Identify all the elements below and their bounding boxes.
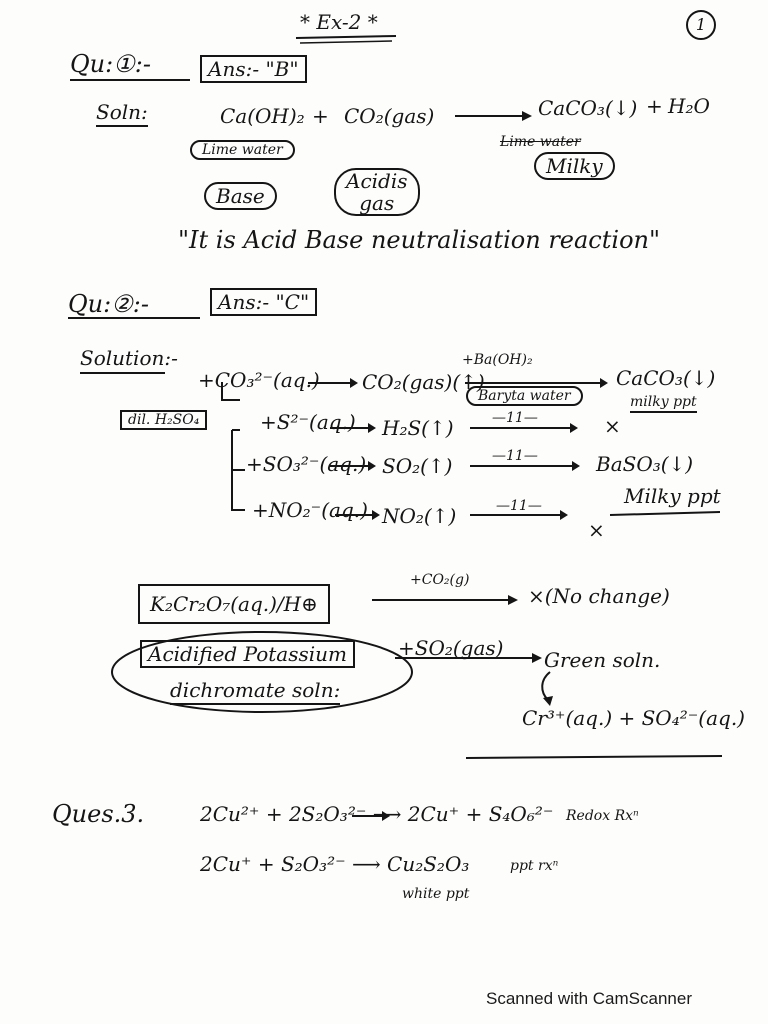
q1-product1: CaCO₃(↓) <box>538 96 638 120</box>
row2-ion: +S²⁻(aq.) <box>260 410 356 434</box>
page-title: * Ex-2 * <box>300 10 378 34</box>
q2-reagent: dil. H₂SO₄ <box>120 410 207 430</box>
q1-answer: Ans:- "B" <box>200 55 307 83</box>
q1-reactant2: CO₂(gas) <box>344 104 435 128</box>
row4-test-reagent: —11— <box>496 498 542 514</box>
page-number: 1 <box>686 10 716 40</box>
q1-milky-note: Milky <box>534 152 615 180</box>
row4-ion: +NO₂⁻(aq.) <box>252 498 368 522</box>
q3-eq2: 2Cu⁺ + S₂O₃²⁻ ⟶ Cu₂S₂O₃ <box>200 852 470 876</box>
q2-so2-result: Green soln. <box>544 648 661 672</box>
q1-lime-water-note: Lime water <box>190 140 295 160</box>
scanner-watermark: Scanned with CamScanner <box>485 989 692 1008</box>
q1-acidic-gas-label <box>334 168 420 216</box>
q1-acidic-gas-line2: gas <box>359 191 395 215</box>
row2-test-reagent: —11— <box>492 410 538 426</box>
q3-eq1: 2Cu²⁺ + 2S₂O₃²⁻ ⟶ 2Cu⁺ + S₄O₆²⁻ <box>200 802 554 826</box>
row1-test-reagent: +Ba(OH)₂ <box>462 352 533 368</box>
row3-result: BaSO₃(↓) <box>596 452 694 476</box>
row3-result-note: Milky ppt <box>624 484 721 508</box>
row2-result: × <box>604 414 621 438</box>
q3-eq2-note: ppt rxⁿ <box>510 858 559 874</box>
q1-plus2: + <box>646 94 663 118</box>
row1-ion: +CO₃²⁻(aq.) <box>198 368 320 392</box>
q2-label: Qu:②:- <box>68 290 149 318</box>
row4-result: × <box>588 518 605 542</box>
q2-dichromate-note-2: dichromate soln: <box>170 678 340 705</box>
q2-so2-products: Cr³⁺(aq.) + SO₄²⁻(aq.) <box>522 706 745 730</box>
q2-answer: Ans:- "C" <box>210 288 317 316</box>
q3-eq2-sub: white ppt <box>402 886 470 902</box>
q3-label: Ques.3. <box>52 800 145 828</box>
row3-ion: +SO₃²⁻(aq.) <box>246 452 367 476</box>
row1-test-reagent-note: Baryta water <box>466 386 583 406</box>
q1-struck-note: Lime water <box>500 134 581 150</box>
row3-gas: SO₂(↑) <box>382 454 453 478</box>
q1-base-label: Base <box>204 182 277 210</box>
q1-product2: H₂O <box>668 94 710 118</box>
row3-test-reagent: —11— <box>492 448 538 464</box>
q2-dichromate: K₂Cr₂O₇(aq.)/H⊕ <box>138 584 330 624</box>
q1-label: Qu:①:- <box>70 50 151 78</box>
q1-acidic-gas-line1: Acidis <box>346 169 408 193</box>
q2-co2-result: ×(No change) <box>528 584 670 608</box>
q1-reactant1: Ca(OH)₂ <box>220 104 305 128</box>
row1-gas: CO₂(gas)(↑) <box>362 370 485 394</box>
q2-solution-label: Solution:- <box>80 346 178 370</box>
q1-statement: "It is Acid Base neutralisation reaction" <box>178 226 661 254</box>
q1-plus1: + <box>312 104 329 128</box>
q2-dichromate-note-1: Acidified Potassium <box>140 640 355 668</box>
q3-eq1-note: Redox Rxⁿ <box>566 808 639 824</box>
row4-gas: NO₂(↑) <box>382 504 457 528</box>
q2-so2-reagent: +SO₂(gas) <box>398 636 504 660</box>
row2-gas: H₂S(↑) <box>382 416 454 440</box>
q1-soln-label: Soln: <box>96 100 148 127</box>
row1-result: CaCO₃(↓) <box>616 366 716 390</box>
q2-co2-reagent: +CO₂(g) <box>410 572 470 588</box>
row1-result-note: milky ppt <box>630 394 697 413</box>
